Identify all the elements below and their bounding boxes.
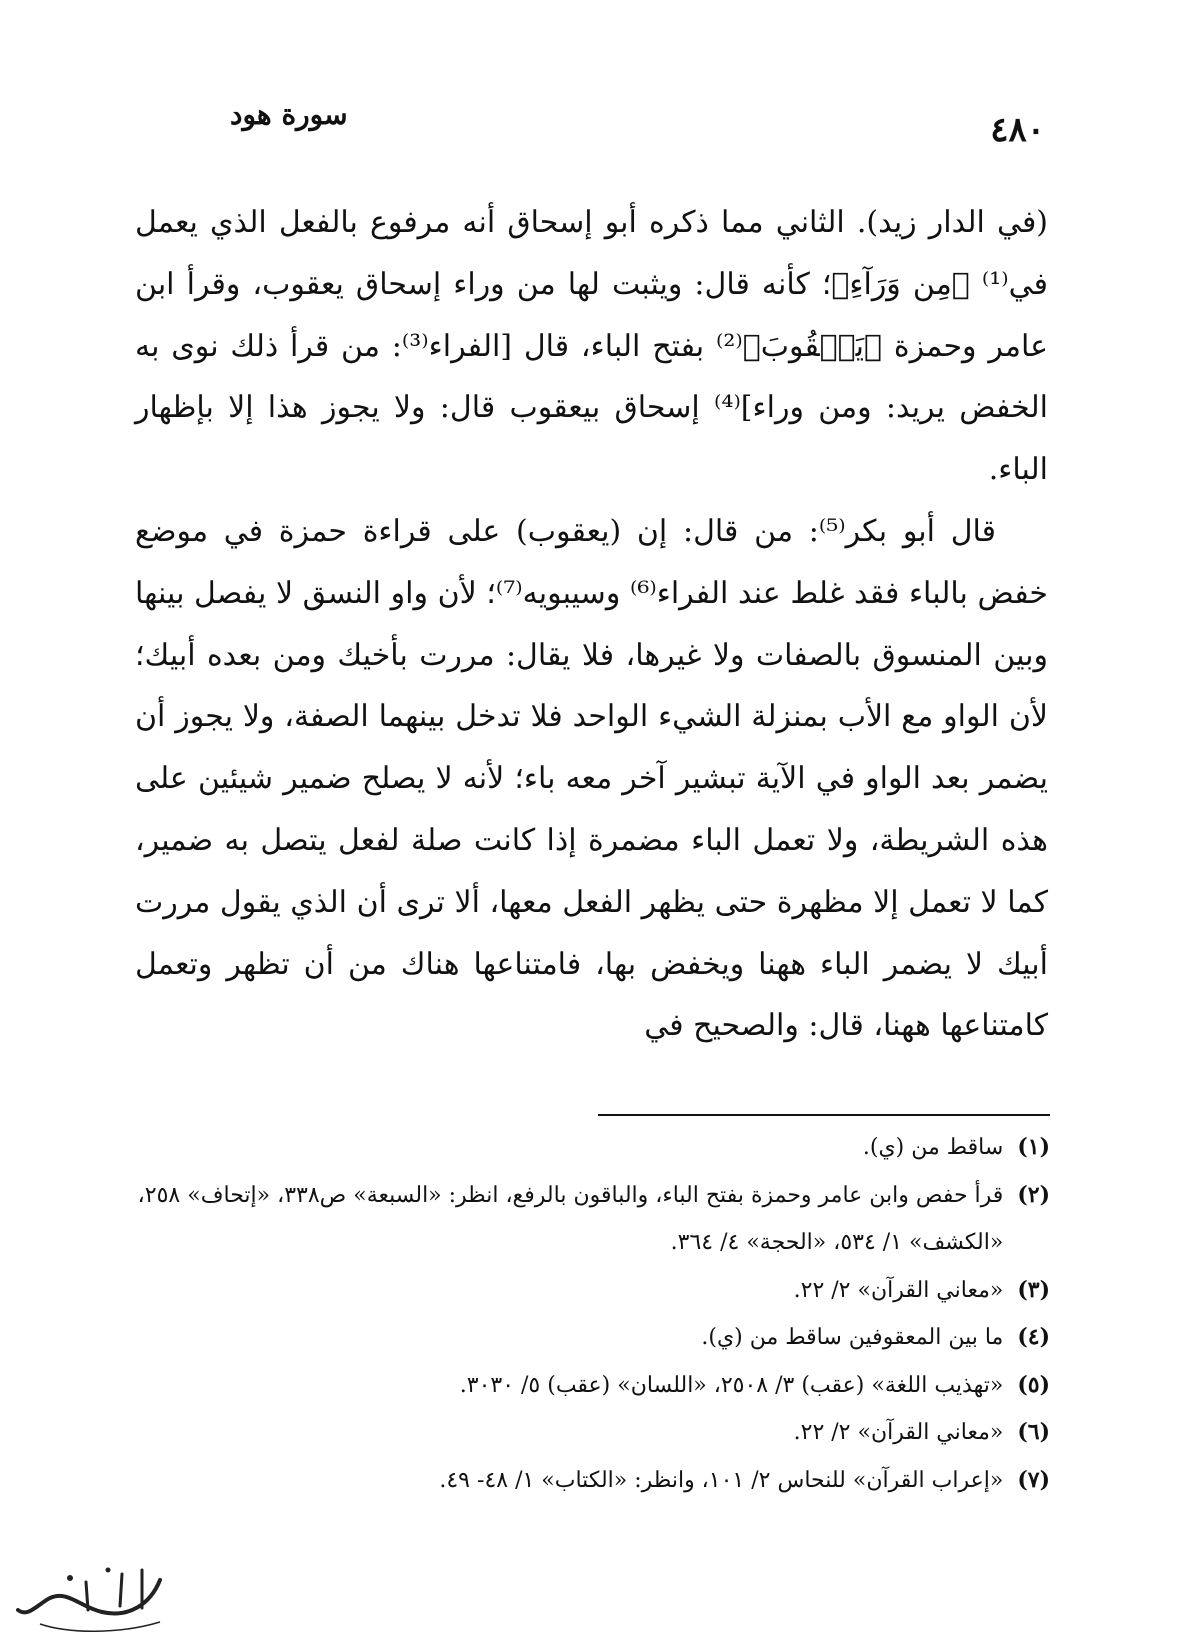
footnote-text: «معاني القرآن» ٢/ ٢٢.: [793, 1420, 1004, 1445]
footnote-number: (٤): [1017, 1324, 1050, 1350]
footnote-item: [135, 1314, 1050, 1362]
footnote-item: [135, 1124, 1050, 1172]
footnote-separator: [598, 1114, 1050, 1116]
footnote-number: (٦): [1017, 1419, 1050, 1445]
footnote-item: [135, 1267, 1050, 1315]
footnote-number: (٣): [1017, 1276, 1050, 1303]
surah-title: سورة هود: [230, 98, 348, 131]
footnote-text: ساقط من (ي).: [862, 1135, 1004, 1160]
calligraphy-logo: [10, 1560, 180, 1640]
footnote-item: [135, 1172, 1050, 1267]
footnote-number: (٢): [1017, 1181, 1050, 1208]
footnote-number: (٥): [1017, 1371, 1050, 1398]
footnote-text: «تهذيب اللغة» (عقب) ٣/ ٢٥٠٨، «اللسان» (عقب) ٥/ ٣٠٣٠.: [459, 1372, 1004, 1398]
footnote-item: [135, 1457, 1050, 1505]
footnotes: [135, 1124, 1050, 1504]
footnote-number: (١): [1017, 1134, 1050, 1160]
footnote-item: [135, 1409, 1050, 1457]
footnote-text: قرأ حفص وابن عامر وحمزة بفتح الباء، والباقون بالرفع، انظر: «السبعة» ص٣٣٨، «إتحاف» ٢٥٨، «الكشف» ١/ ٥٣٤، «الحجة» ٤/ ٣٦٤.: [137, 1182, 1004, 1255]
footnote-item: [135, 1362, 1050, 1410]
paragraph: (في الدار زيد). الثاني مما ذكره أبو إسحاق أنه مرفوع بالفعل الذي يعمل في⁽¹⁾ ﴿مِن وَرَآءِ﴾؛ كأنه قال: ويثبت لها من وراء إسحاق يعقوب، وقرأ ابن عامر وحمزة ﴿يَعۡقُوبَ﴾⁽²⁾ بفتح الباء، قال [الفراء⁽³⁾: من قرأ ذلك نوى به الخفض يريد: ومن وراء]⁽⁴⁾ إسحاق بيعقوب قال: ولا يجوز هذا إلا بإظهار الباء.: [135, 205, 1048, 488]
footnote-number: (٧): [1017, 1466, 1050, 1493]
footnote-text: «إعراب القرآن» للنحاس ٢/ ١٠١، وانظر: «الكتاب» ١/ ٤٨- ٤٩.: [439, 1467, 1004, 1493]
main-text: [135, 192, 1048, 1057]
paragraph: قال أبو بكر⁽⁵⁾: من قال: إن (يعقوب) على قراءة حمزة في موضع خفض بالباء فقد غلط عند الفراء⁽⁶⁾ وسيبويه⁽⁷⁾؛ لأن واو النسق لا يفصل بينها وبين المنسوق بالصفات ولا غيرها، فلا يقال: مررت بأخيك ومن بعده أبيك؛ لأن الواو مع الأب بمنزلة الشيء الواحد فلا تدخل بينهما الصفة، ولا يجوز أن يضمر بعد الواو في الآية تبشير آخر معه باء؛ لأنه لا يصلح ضمير شيئين على هذه الشريطة، ولا تعمل الباء مضمرة إذا كانت صلة لفعل يتصل به ضمير، كما لا تعمل إلا مظهرة حتى يظهر الفعل معها، ألا ترى أن الذي يقول مررت أبيك لا يضمر الباء ههنا ويخفض بها، فامتناعها هناك من أن تظهر وتعمل كامتناعها ههنا، قال: والصحيح في: [135, 513, 1048, 1044]
footnote-text: ما بين المعقوفين ساقط من (ي).: [701, 1325, 1004, 1350]
footnote-text: «معاني القرآن» ٢/ ٢٢.: [793, 1277, 1004, 1303]
page-number: ٤٨٠: [990, 110, 1045, 150]
page-header: [130, 98, 1055, 158]
